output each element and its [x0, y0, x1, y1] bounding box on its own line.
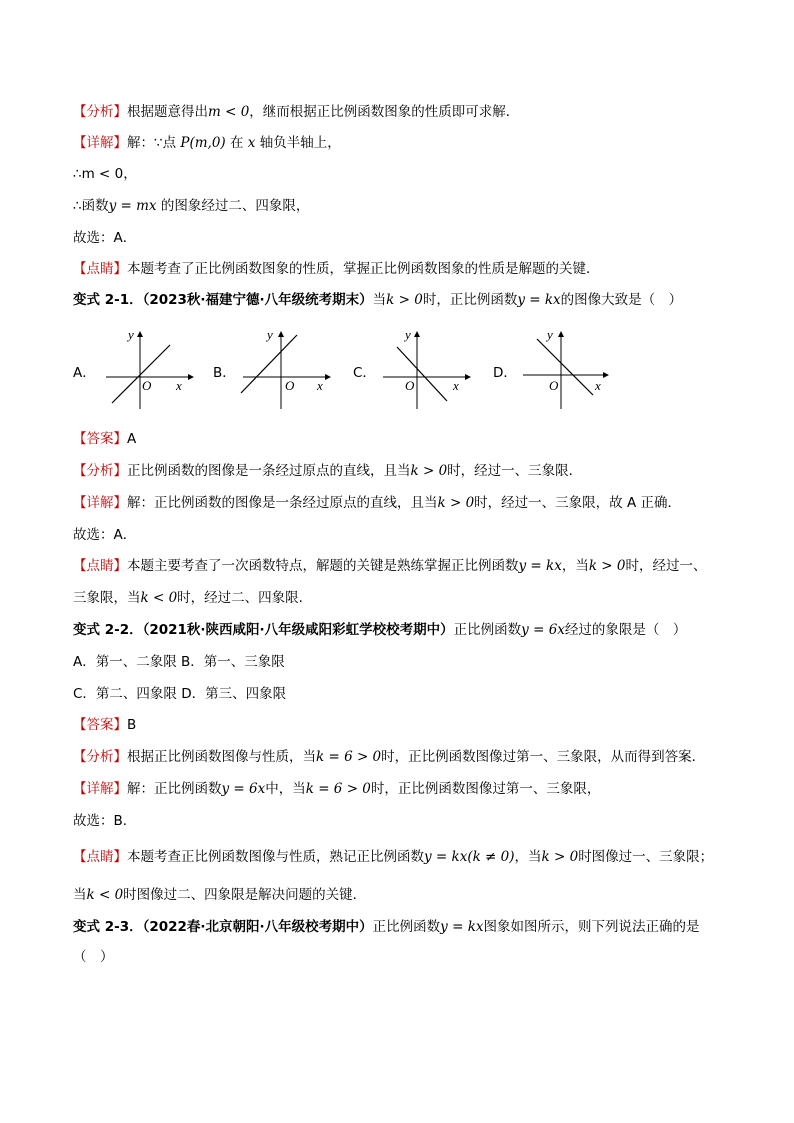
detail-2-2: [73, 780, 600, 798]
x-arrow: [465, 374, 471, 380]
question-2-3-paren: （ ）: [73, 949, 114, 965]
y-label: y: [547, 327, 553, 342]
option-c-label: C．: [353, 365, 376, 381]
math: m < 0: [208, 104, 250, 120]
graph-d: [515, 325, 615, 415]
math: y = 6x: [221, 781, 266, 797]
options-2-2-ab: A．第一、二象限 B．第一、三象限: [73, 654, 285, 670]
math: k > 0: [437, 495, 475, 511]
math: k > 0: [386, 292, 423, 308]
analysis-2-2: [73, 748, 705, 766]
x-label: x: [595, 378, 601, 393]
text: 的图象经过二、四象限，: [160, 198, 310, 214]
x-arrow: [188, 374, 194, 380]
y-arrow: [137, 331, 143, 337]
origin-label: O: [285, 378, 295, 393]
math: y = 6x: [521, 622, 565, 638]
comment-2-1-cont: [73, 589, 312, 607]
text: ∴函数: [73, 198, 109, 214]
text: 经过的象限是（ ）: [564, 622, 687, 638]
text: 在: [230, 135, 244, 151]
text: 本题考查正比例函数图像与性质，熟记正比例函数: [127, 849, 424, 865]
question-label: 变式 2-1．（2023秋·福建宁德·八年级统考期末）: [73, 292, 373, 308]
text: 时，经过一、三象限，故 A 正确．: [474, 495, 681, 511]
comment-2-2: [73, 848, 713, 866]
origin-label: O: [142, 378, 152, 393]
question-2-1: [73, 291, 682, 309]
text: 中，当: [265, 781, 306, 797]
option-d-label: D．: [493, 365, 517, 381]
text: 本题主要考查了一次函数特点，解题的关键是熟练掌握正比例函数: [127, 558, 519, 574]
text: 时，经过一、三象限．: [447, 463, 583, 479]
comment-1: [73, 260, 600, 278]
comment-tag: 【点睛】: [73, 261, 127, 277]
options-2-2-cd: C．第二、四象限 D．第三、四象限: [73, 686, 287, 702]
text: 时，经过二、四象限．: [177, 590, 313, 606]
math: k < 0: [86, 887, 124, 903]
x-label: x: [453, 378, 459, 393]
question-2-3: [73, 918, 700, 936]
text: 轴负半轴上，: [259, 135, 341, 151]
option-b-label: B．: [213, 365, 236, 381]
text: 根据题意得出: [127, 104, 208, 120]
text: 解：正比例函数的图像是一条经过原点的直线，且当: [127, 495, 438, 511]
detail-tag: 【详解】: [73, 495, 127, 511]
answer-tag: 【答案】: [73, 717, 127, 733]
text: 正比例函数: [453, 622, 522, 638]
graph-a: [98, 325, 198, 415]
graph-options: [73, 325, 633, 415]
text: 解：∵点: [127, 135, 177, 151]
y-arrow: [414, 331, 420, 337]
math: k = 6 > 0: [305, 781, 371, 797]
choice-1: 故选：A．: [73, 230, 137, 246]
text: 时，正比例函数图像过第一、三象限，从而得到答案．: [381, 749, 706, 765]
analysis-tag: 【分析】: [73, 104, 127, 120]
math: k > 0: [410, 463, 448, 479]
text: 根据正比例函数图像与性质，当: [127, 749, 316, 765]
math: k > 0: [588, 558, 626, 574]
math: y = kx: [518, 558, 562, 574]
math: y = kx(k ≠ 0): [424, 849, 515, 865]
graph-b: [235, 325, 335, 415]
y-arrow: [278, 331, 284, 337]
answer-tag: 【答案】: [73, 431, 127, 447]
comment-2-2-cont: [73, 886, 366, 904]
function-line: [112, 345, 170, 403]
text: 图象如图所示，则下列说法正确的是: [483, 919, 700, 935]
question-2-2: [73, 621, 686, 639]
text: 时，正比例函数图像过第一、三象限，: [370, 781, 601, 797]
comment-tag: 【点睛】: [73, 849, 127, 865]
text: 时图像过二、四象限是解决问题的关键．: [123, 887, 367, 903]
text: 正比例函数的图像是一条经过原点的直线，且当: [127, 463, 411, 479]
graph-c: [375, 325, 475, 415]
math: y = mx: [108, 198, 157, 214]
text: 当: [73, 887, 87, 903]
analysis-tag: 【分析】: [73, 463, 127, 479]
text: 正比例函数: [372, 919, 441, 935]
analysis-1: [73, 103, 519, 121]
math: k = 6 > 0: [316, 749, 382, 765]
text: ，当: [561, 558, 589, 574]
choice-2-2: 故选：B．: [73, 813, 137, 829]
text: ，当: [514, 849, 542, 865]
math: k < 0: [140, 590, 178, 606]
text: A: [127, 431, 137, 447]
option-a-label: A．: [73, 365, 96, 381]
detail-step-1: ∴m < 0，: [73, 166, 137, 182]
detail-tag: 【详解】: [73, 781, 127, 797]
text: 解：正比例函数: [127, 781, 222, 797]
text: 时，正比例函数: [422, 292, 518, 308]
analysis-2-1: [73, 462, 582, 480]
x-arrow: [603, 372, 609, 378]
text: 时图像过一、三象限；: [578, 849, 714, 865]
text: 本题考查了正比例函数图象的性质，掌握正比例函数图象的性质是解题的关键．: [127, 261, 600, 277]
detail-step-2: [73, 197, 309, 215]
text: 三象限，当: [73, 590, 141, 606]
text: 时，经过一、: [625, 558, 707, 574]
detail-tag: 【详解】: [73, 135, 127, 151]
math: k > 0: [541, 849, 579, 865]
y-label: y: [128, 327, 134, 342]
function-line: [537, 339, 593, 395]
y-label: y: [405, 327, 411, 342]
y-label: y: [267, 327, 273, 342]
text: ，继而根据正比例函数图象的性质即可求解．: [249, 104, 520, 120]
origin-label: O: [549, 378, 559, 393]
text: 当: [372, 292, 387, 308]
question-label: 变式 2-3．（2022春·北京朝阳·八年级校考期中）: [73, 919, 373, 935]
math: y = kx: [440, 919, 484, 935]
math: P(m,0): [180, 135, 226, 151]
y-arrow: [558, 331, 564, 337]
comment-2-1: [73, 557, 707, 575]
math: y = kx: [517, 292, 561, 308]
analysis-tag: 【分析】: [73, 749, 127, 765]
text: B: [127, 717, 137, 733]
x-label: x: [317, 378, 323, 393]
choice-2-1: 故选：A．: [73, 527, 137, 543]
answer-2-1: [73, 430, 136, 448]
comment-tag: 【点睛】: [73, 558, 127, 574]
x-label: x: [176, 378, 182, 393]
text: 的图像大致是（ ）: [560, 292, 683, 308]
x-arrow: [325, 374, 331, 380]
math: x: [247, 135, 256, 151]
answer-2-2: [73, 716, 136, 734]
detail-1: [73, 134, 341, 152]
question-label: 变式 2-2．（2021秋·陕西咸阳·八年级咸阳彩虹学校校考期中）: [73, 622, 454, 638]
detail-2-1: [73, 494, 681, 512]
origin-label: O: [405, 378, 415, 393]
